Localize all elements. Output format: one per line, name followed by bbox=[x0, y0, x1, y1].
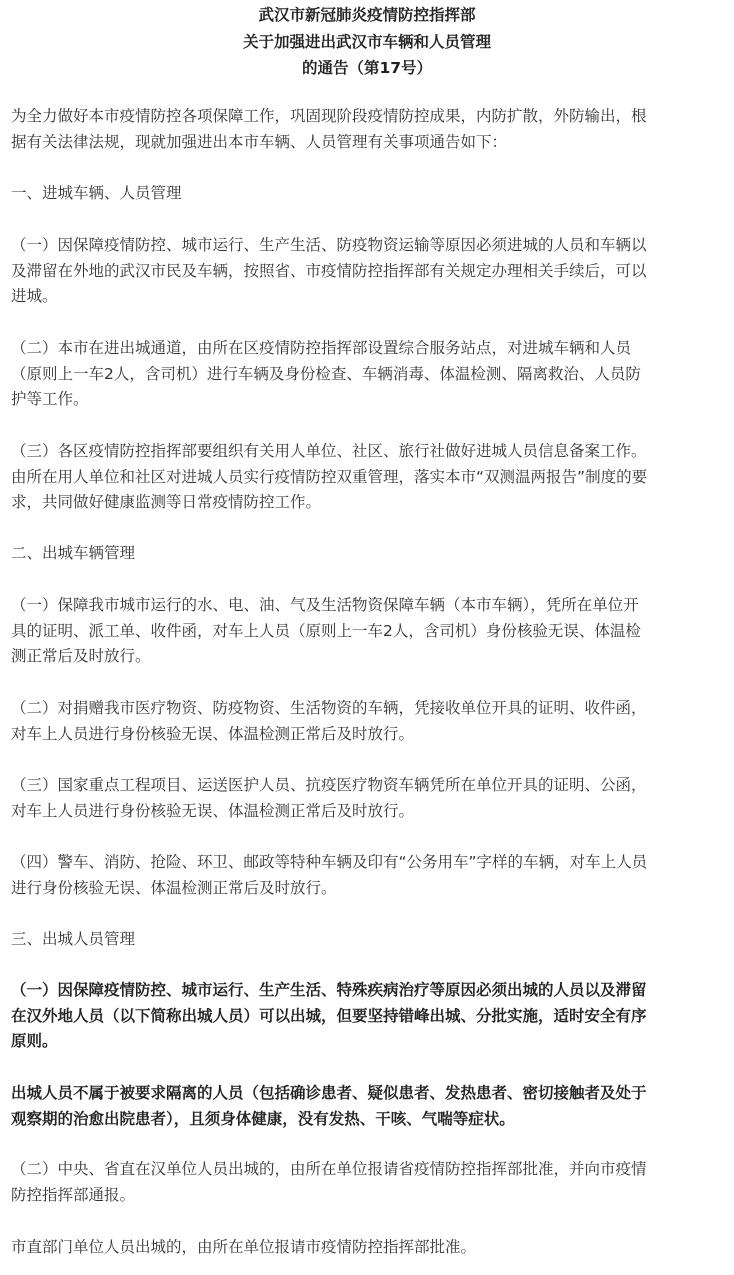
intro-paragraph: 为全力做好本市疫情防控各项保障工作，巩固现阶段疫情防控成果，内防扩散，外防输出，根 据有关法律法规，现就加强进出本市车辆、人员管理有关事项通告如下： bbox=[11, 107, 647, 151]
section-2-item-3: （三）国家重点工程项目、运送医护人员、抗疫医疗物资车辆凭所在单位开具的证明、公函， 对车上人员进行身份核验无误、体温检测正常后及时放行。 bbox=[11, 776, 647, 820]
section-3-exclusion-note: 出城人员不属于被要求隔离的人员（包括确诊患者、疑似患者、发热患者、密切接触者及处于 观察期的治愈出院患者），且须身体健康，没有发热、干咳、气喘等症状。 bbox=[11, 1084, 647, 1128]
section-2-item-4: （四）警车、消防、抢险、环卫、邮政等特种车辆及印有“公务用车”字样的车辆，对车上人员 进行身份核验无误、体温检测正常后及时放行。 bbox=[11, 853, 648, 897]
section-2-item-2: （二）对捐赠我市医疗物资、防疫物资、生活物资的车辆，凭接收单位开具的证明、收件函， 对车上人员进行身份核验无误、体温检测正常后及时放行。 bbox=[11, 699, 647, 743]
section-3-item-1: （一）因保障疫情防控、城市运行、生产生活、特殊疾病治疗等原因必须出城的人员以及滞留 在汉外地人员（以下简称出城人员）可以出城，但要坚持错峰出城、分批实施，适时安全有序 原则。 bbox=[11, 981, 647, 1051]
section-2-item-1: （一）保障我市城市运行的水、电、油、气及生活物资保障车辆（本市车辆），凭所在单位开 具的证明、派工单、收件函，对车上人员（原则上一车2人，含司机）身份核验无误、体温检 测正常后及时放行。 bbox=[11, 596, 641, 666]
section-3-municipal-note: 市直部门单位人员出城的，由所在单位报请市疫情防控指挥部批准。 bbox=[11, 1238, 477, 1256]
title-line-3: 的通告（第17号） bbox=[301, 59, 433, 77]
section-3-item-2: （二）中央、省直在汉单位人员出城的，由所在单位报请省疫情防控指挥部批准，并向市疫情 防控指挥部通报。 bbox=[11, 1160, 647, 1204]
section-3-heading: 三、出城人员管理 bbox=[11, 930, 136, 948]
title-line-2: 关于加强进出武汉市车辆和人员管理 bbox=[242, 33, 491, 51]
section-1-item-1: （一）因保障疫情防控、城市运行、生产生活、防疫物资运输等原因必须进城的人员和车辆以 及滞留在外地的武汉市民及车辆，按照省、市疫情防控指挥部有关规定办理相关手续后，可以 进城。 bbox=[11, 236, 647, 306]
title-line-1: 武汉市新冠肺炎疫情防控指挥部 bbox=[258, 6, 476, 24]
section-1-item-3: （三）各区疫情防控指挥部要组织有关用人单位、社区、旅行社做好进城人员信息备案工作。 由所在用人单位和社区对进城人员实行疫情防控双重管理，落实本市“双测温两报告”制度的要 求，共同做好健康监测等日常疫情防控工作。 bbox=[11, 442, 648, 512]
section-1-item-2: （二）本市在进出城通道，由所在区疫情防控指挥部设置综合服务站点，对进城车辆和人员 （原则上一车2人，含司机）进行车辆及身份检查、车辆消毒、体温检测、隔离救治、人员防 护等工作。 bbox=[11, 339, 641, 409]
section-2-heading: 二、出城车辆管理 bbox=[11, 544, 136, 562]
section-1-heading: 一、进城车辆、人员管理 bbox=[11, 184, 182, 202]
